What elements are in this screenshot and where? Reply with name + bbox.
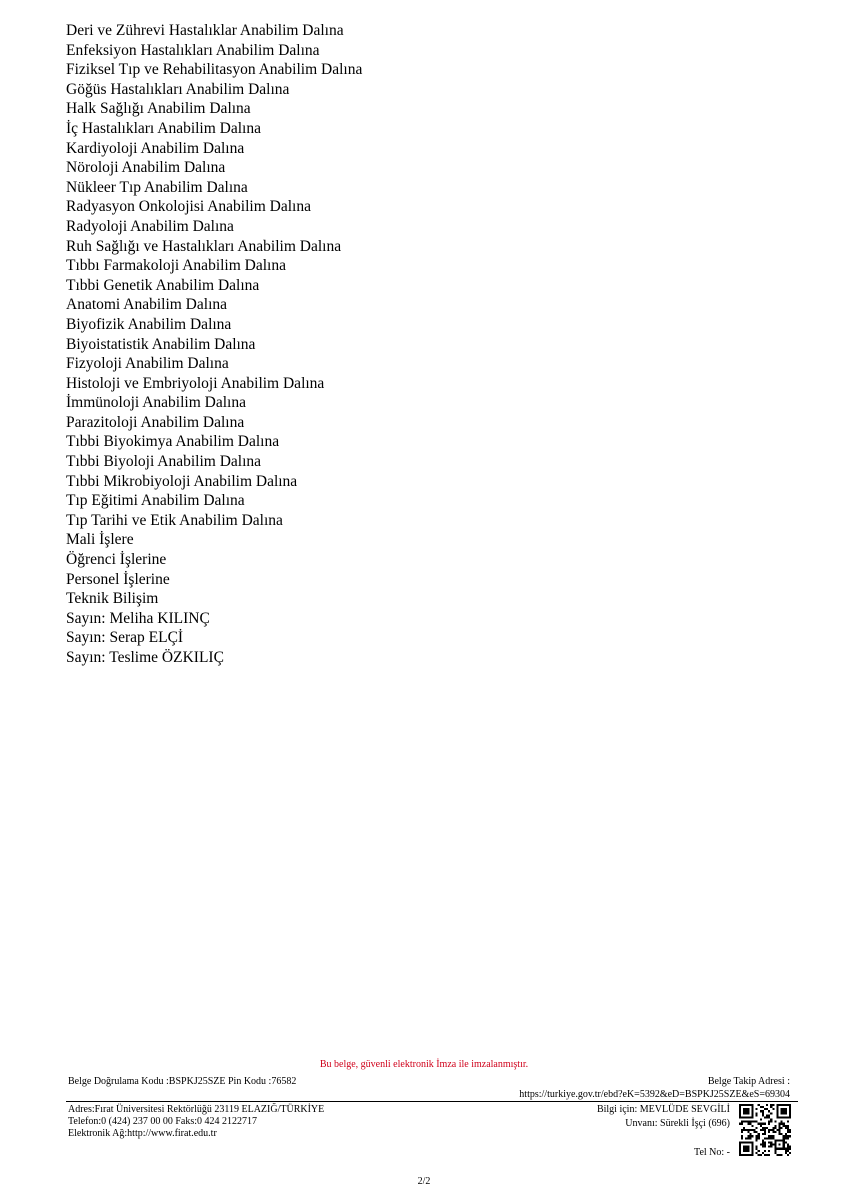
distribution-item: Kardiyoloji Anabilim Dalına: [66, 139, 245, 157]
tracking-address-label: Belge Takip Adresi :: [707, 1076, 790, 1087]
e-signature-notice: Bu belge, güvenli elektronik İmza ile imzalanmıştır.: [319, 1059, 529, 1070]
tel-number: Tel No: -: [694, 1147, 730, 1158]
address-line: Adres:Fırat Üniversitesi Rektörlüğü 23119 ELAZIĞ/TÜRKİYE: [68, 1104, 325, 1115]
distribution-item: Personel İşlerine: [66, 570, 170, 588]
qr-code-icon: [739, 1104, 791, 1156]
verification-code: Belge Doğrulama Kodu :BSPKJ25SZE Pin Kodu :76582: [68, 1076, 297, 1087]
distribution-item: Fiziksel Tıp ve Rehabilitasyon Anabilim Dalına: [66, 61, 363, 79]
website-line: Elektronik Ağ:http://www.firat.edu.tr: [68, 1128, 217, 1139]
distribution-item: Nükleer Tıp Anabilim Dalına: [66, 178, 248, 196]
distribution-item: Tıbbi Biyoloji Anabilim Dalına: [66, 453, 262, 471]
distribution-list: [66, 21, 362, 668]
distribution-item: Sayın: Meliha KILINÇ: [66, 609, 210, 627]
contact-person: Bilgi için: MEVLÜDE SEVGİLİ: [596, 1104, 730, 1115]
distribution-item: Biyoistatistik Anabilim Dalına: [66, 335, 256, 353]
distribution-item: Öğrenci İşlerine: [66, 551, 167, 569]
phone-fax-line: Telefon:0 (424) 237 00 00 Faks:0 424 2122717: [68, 1116, 258, 1127]
tracking-address-url[interactable]: https://turkiye.gov.tr/ebd?eK=5392&eD=BSPKJ25SZE&eS=69304: [519, 1089, 790, 1100]
distribution-item: Halk Sağlığı Anabilim Dalına: [66, 100, 251, 118]
distribution-item: Radyasyon Onkolojisi Anabilim Dalına: [66, 198, 311, 216]
distribution-item: Enfeksiyon Hastalıkları Anabilim Dalına: [66, 41, 320, 59]
distribution-item: Göğüs Hastalıkları Anabilim Dalına: [66, 80, 290, 98]
distribution-item: Anatomi Anabilim Dalına: [66, 296, 228, 314]
page-number: 2/2: [417, 1176, 431, 1187]
distribution-item: Tıbbı Farmakoloji Anabilim Dalına: [66, 257, 286, 275]
distribution-item: İç Hastalıkları Anabilim Dalına: [66, 119, 261, 137]
distribution-item: Ruh Sağlığı ve Hastalıkları Anabilim Dalına: [66, 237, 342, 255]
distribution-item: Tıbbi Biyokimya Anabilim Dalına: [66, 433, 280, 451]
distribution-item: Tıbbi Genetik Anabilim Dalına: [66, 276, 260, 294]
distribution-item: Deri ve Zührevi Hastalıklar Anabilim Dalına: [66, 22, 344, 39]
distribution-item: Fizyoloji Anabilim Dalına: [66, 355, 229, 373]
distribution-item: Mali İşlere: [66, 531, 134, 549]
distribution-item: Parazitoloji Anabilim Dalına: [66, 413, 245, 431]
distribution-item: Sayın: Serap ELÇİ: [66, 629, 184, 647]
distribution-item: Histoloji ve Embriyoloji Anabilim Dalına: [66, 374, 325, 392]
distribution-item: Tıp Tarihi ve Etik Anabilim Dalına: [66, 511, 283, 529]
distribution-item: Tıp Eğitimi Anabilim Dalına: [66, 492, 245, 510]
distribution-item: Sayın: Teslime ÖZKILIÇ: [66, 649, 224, 666]
distribution-item: Radyoloji Anabilim Dalına: [66, 217, 234, 235]
distribution-item: Teknik Bilişim: [66, 590, 159, 608]
footer-divider: [66, 1101, 798, 1102]
distribution-item: Tıbbi Mikrobiyoloji Anabilim Dalına: [66, 472, 298, 490]
distribution-item: Nöroloji Anabilim Dalına: [66, 159, 226, 177]
distribution-item: İmmünoloji Anabilim Dalına: [66, 394, 246, 412]
contact-title: Unvanı: Sürekli İşçi (696): [625, 1118, 730, 1129]
distribution-item: Biyofizik Anabilim Dalına: [66, 315, 232, 333]
